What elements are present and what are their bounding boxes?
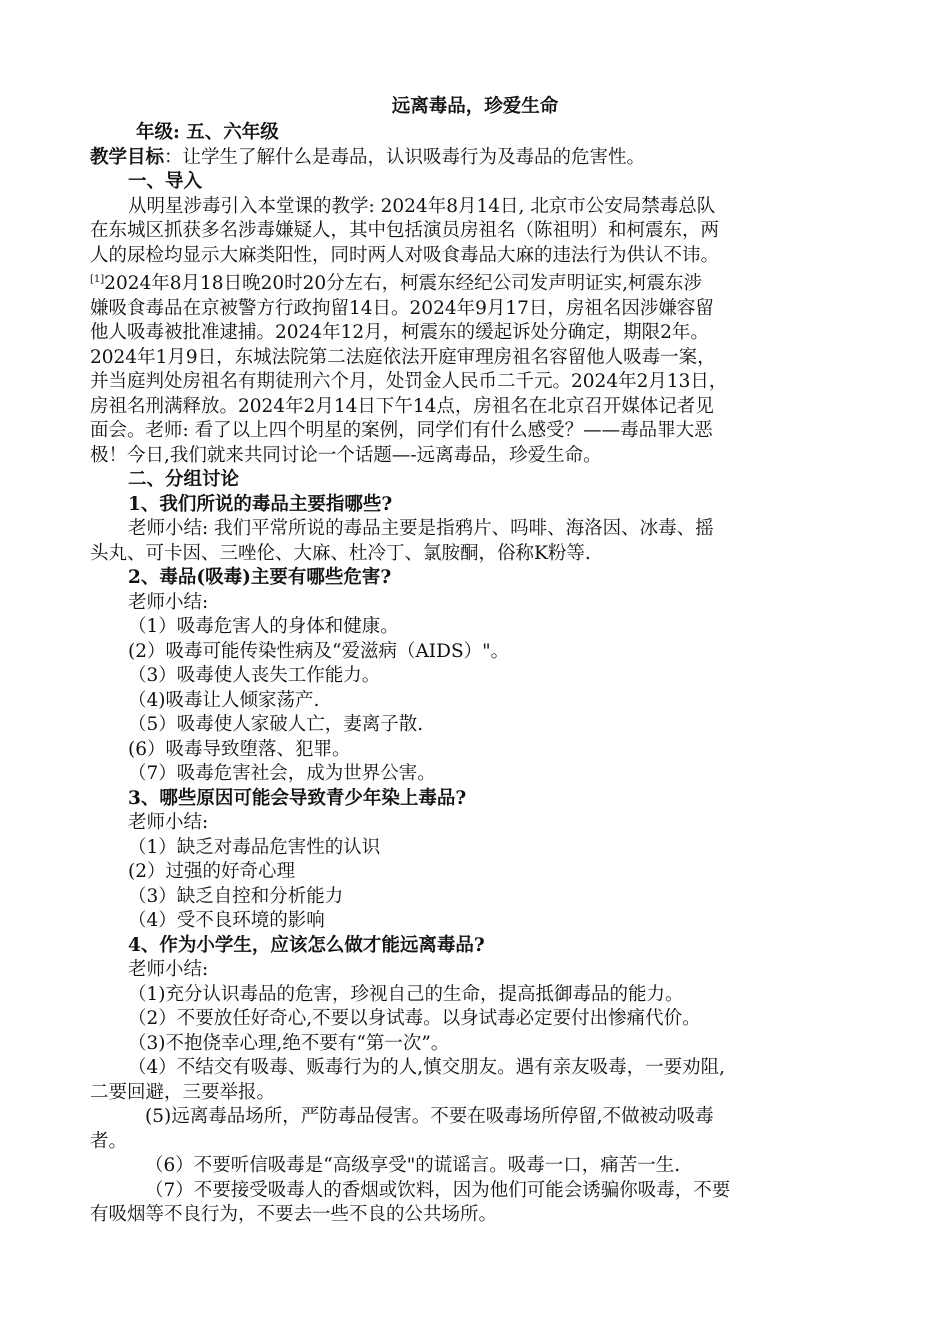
q4-item: （3)不抱侥幸心理,绝不要有“第一次”。 [128, 1032, 450, 1054]
document-page [90, 95, 860, 1228]
goal-line [90, 146, 860, 171]
q2-item: （4)吸毒让人倾家荡产. [128, 689, 320, 711]
answer-1-line: 头丸、可卡因、三唑伦、大麻、杜冷丁、氯胺酮，俗称K粉等. [90, 542, 591, 564]
intro-line: 极！今日,我们就来共同讨论一个话题—-远离毒品，珍爱生命。 [90, 444, 602, 466]
intro-line: 房祖名刑满释放。2024年2月14日下午14点，房祖名在北京召开媒体记者见 [90, 395, 714, 417]
q2-item: （3）吸毒使人丧失工作能力。 [128, 665, 381, 687]
goal-label: 教学目标 [90, 146, 165, 168]
q2-item: （5）吸毒使人家破人亡，妻离子散. [128, 714, 424, 736]
q4-item-5-line: 者。 [90, 1130, 128, 1152]
q4-item-5-line: (5)远离毒品场所，严防毒品侵害。不要在吸毒场所停留,不做被动吸毒 [145, 1106, 714, 1128]
question-2: 2、毒品(吸毒)主要有哪些危害? [128, 567, 392, 589]
q2-item: (6）吸毒导致堕落、犯罪。 [128, 738, 351, 760]
doc-title: 远离毒品，珍爱生命 [391, 96, 559, 117]
question-1: 1、我们所说的毒品主要指哪些? [128, 493, 393, 515]
answer-1-line: 老师小结: 我们平常所说的毒品主要是指鸦片、吗啡、海洛因、冰毒、摇 [128, 518, 714, 540]
section-heading-intro: 一、导入 [128, 171, 203, 192]
section-heading-discussion: 二、分组讨论 [128, 469, 240, 491]
q3-item: （3）缺乏自控和分析能力 [128, 885, 344, 907]
question-4: 4、作为小学生，应该怎么做才能远离毒品? [128, 934, 485, 956]
q4-item-7-line: （7）不要接受吸毒人的香烟或饮料，因为他们可能会诱骗你吸毒，不要 [145, 1179, 731, 1201]
intro-line: 嫌吸食毒品在京被警方行政拘留14日。2024年9月17日，房祖名因涉嫌容留 [90, 297, 714, 319]
q3-item: （4）受不良环境的影响 [128, 910, 325, 932]
q4-item-7-line: 有吸烟等不良行为，不要去一些不良的公共场所。 [90, 1204, 498, 1226]
intro-line: 面会。老师: 看了以上四个明星的案例，同学们有什么感受？——毒品罪大恶 [90, 420, 713, 442]
intro-paragraph [90, 195, 860, 469]
intro-line: 人的尿检均显示大麻类阳性，同时两人对吸食毒品大麻的违法行为供认不讳。 [90, 244, 720, 266]
intro-line: 并当庭判处房祖名有期徒刑六个月，处罚金人民币二千元。2024年2月13日， [90, 371, 728, 393]
q4-item-4-line: （4）不结交有吸毒、贩毒行为的人,慎交朋友。遇有亲友吸毒，一要劝阻, [128, 1057, 726, 1079]
q4-item: （1)充分认识毒品的危害，珍视自己的生命，提高抵御毒品的能力。 [128, 983, 684, 1005]
intro-line-with-footnote [90, 268, 860, 297]
question-3: 3、哪些原因可能会导致青少年染上毒品? [128, 787, 467, 809]
intro-line: 从明星涉毒引入本堂课的教学: 2024年8月14日, 北京市公安局禁毒总队 [128, 195, 716, 217]
teacher-summary-label: 老师小结: [128, 812, 209, 834]
intro-line: 在东城区抓获多名涉毒嫌疑人，其中包括演员房祖名（陈祖明）和柯震东，两 [90, 220, 720, 241]
q4-item-6: （6）不要听信吸毒是“高级享受"的谎谣言。吸毒一口，痛苦一生. [145, 1155, 681, 1177]
q3-item: （1）缺乏对毒品危害性的认识 [128, 836, 381, 858]
q4-item: （2）不要放任好奇心,不要以身试毒。以身试毒必定要付出惨痛代价。 [128, 1008, 701, 1030]
intro-line: 他人吸毒被批准逮捕。2024年12月，柯震东的缓起诉处分确定，期限2年。 [90, 322, 709, 344]
teacher-summary-label: 老师小结: [128, 959, 209, 981]
q3-item: (2）过强的好奇心理 [128, 861, 295, 883]
q2-item: （1）吸毒危害人的身体和健康。 [128, 616, 399, 638]
footnote-marker: [1] [90, 274, 105, 285]
intro-line-text: 2024年8月18日晚20时20分左右，柯震东经纪公司发声明证实,柯震东涉 [104, 273, 703, 295]
q4-item-4-line: 二要回避，三要举报。 [90, 1081, 276, 1103]
grade-line: 年级: 五、六年级 [136, 122, 279, 143]
q2-item: (2）吸毒可能传染性病及“爱滋病（AIDS）"。 [128, 640, 510, 662]
q2-item: （7）吸毒危害社会，成为世界公害。 [128, 763, 436, 785]
goal-text: ：让学生了解什么是毒品，认识吸毒行为及毒品的危害性。 [164, 146, 646, 168]
teacher-summary-label: 老师小结: [128, 591, 209, 613]
intro-line: 2024年1月9日，东城法院第二法庭依法开庭审理房祖名容留他人吸毒一案， [90, 346, 716, 368]
